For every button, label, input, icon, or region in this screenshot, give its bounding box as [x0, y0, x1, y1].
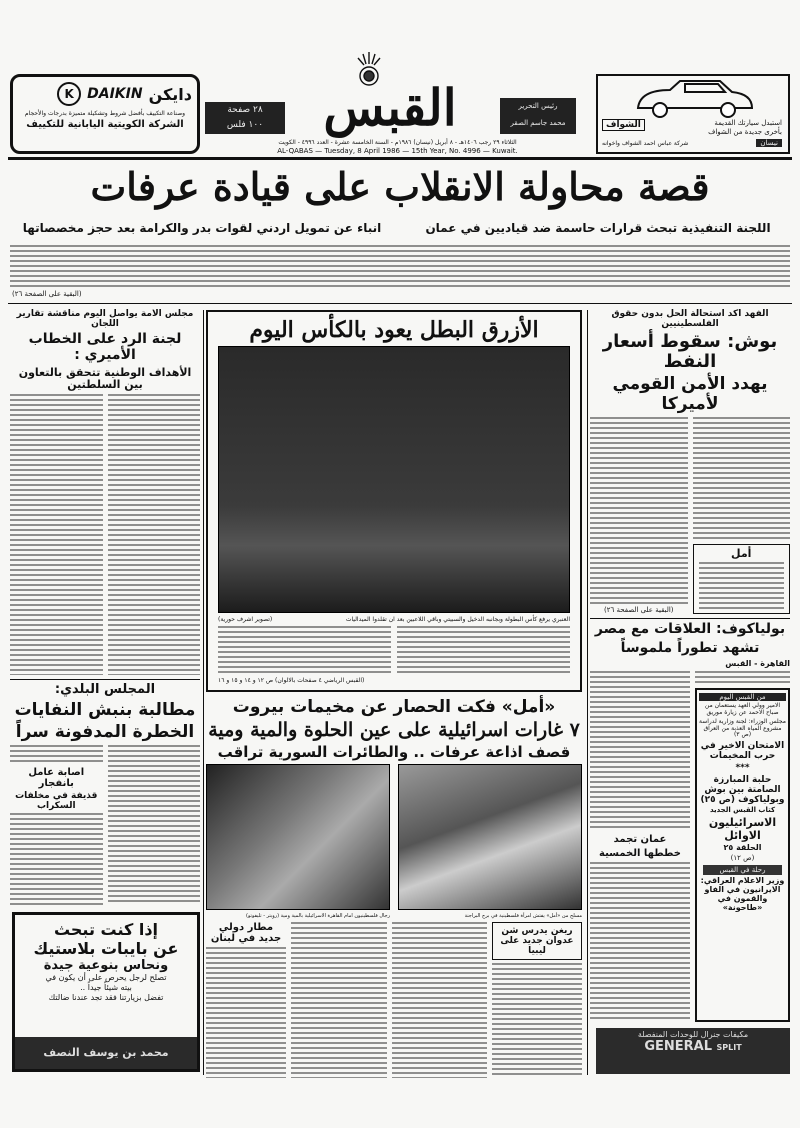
left-story-text-a [108, 394, 201, 675]
column-rule [203, 310, 204, 1075]
pipes-line4: تصلح لرجل يحرص على أن يكون في [45, 973, 167, 983]
poly-text-a [695, 671, 790, 685]
today-item[interactable]: الامير وولي العهد يستعمان من صباح الاحمد عن زيارة موريق [704, 702, 781, 717]
pipes-line3: ونحاس بنوعية جيدة [43, 957, 169, 973]
price: ١٠٠ فلس [226, 120, 264, 130]
pages-count: ٢٨ صفحة [227, 105, 263, 115]
left-column-upper [10, 309, 200, 675]
bush-text-a [693, 417, 791, 540]
bush-right-sub [693, 417, 791, 614]
caption-right: مسلح من «أمل» يفتش امرأة فلسطينية في برج البراجنة [464, 913, 582, 920]
today-item[interactable]: الاسرائيليون الاوائل [708, 816, 777, 842]
daikin-brand-ar: دايكن [148, 84, 192, 104]
general-ad [596, 1028, 790, 1074]
pipes-company: محمد بن يوسف النصف [15, 1037, 197, 1069]
poly-headline-2: تشهد تطوراً ملموساً [620, 639, 760, 656]
pipes-ad [12, 912, 200, 1072]
main-headline: قصة محاولة الانقلاب على قيادة عرفات [90, 164, 710, 209]
camps-text-a [291, 922, 387, 1078]
general-brand [596, 1039, 790, 1054]
camps-story [206, 698, 582, 1078]
left-story-text-b [10, 394, 103, 675]
rubble-photo [206, 764, 390, 910]
camps-text-row [206, 922, 582, 1078]
general-ad-line1: مكيفات جنرال للوحدات المنفصلة [637, 1030, 749, 1039]
nissan-badge: نيسان [756, 139, 782, 147]
photo-caption-row [218, 616, 570, 623]
pipes-line5: بيته شيئاً جيداً .. [80, 983, 132, 993]
today-item[interactable]: كتاب القبس الجديد [709, 806, 776, 815]
daikin-top-row [18, 80, 192, 108]
left-rule [10, 679, 200, 680]
car-ad-line2: بأخرى جديدة من الشواف [708, 128, 782, 136]
today-item: (ص ١٢) [730, 853, 755, 862]
today-item: الحلقة ٢٥ [723, 842, 762, 852]
sports-ref: (القبس الرياضي ٤ صفحات بالالوان) ص ١٢ و ١٤ و ١٥ و ١٦ [218, 677, 365, 684]
daikin-logo-icon: K [57, 82, 81, 106]
gunman-photo [398, 764, 582, 910]
pipes-line6: تفضل بزيارتنا فقد تجد عندنا ضالتك [48, 993, 164, 1003]
poly-text-b [590, 671, 690, 831]
masthead-rule [8, 157, 792, 160]
today-item[interactable]: مجلس الوزراء: لجنة وزارية لدراسة مشروع المياه العذبة من العراق (ص ٣) [698, 717, 786, 739]
baladi-columns [10, 745, 200, 905]
bush-continued: (البقية على الصفحة ٢٦) [603, 606, 674, 614]
editor-name: محمد جاسم الصقر [510, 119, 566, 127]
bush-headline-2: يهدد الأمن القومي لأميركا [612, 374, 768, 414]
car-ad [596, 74, 790, 154]
amal-box [693, 544, 791, 614]
amal-box-text [699, 562, 785, 610]
column-rule [587, 310, 588, 1075]
price-box [205, 102, 285, 134]
today-item[interactable]: الامتحان الاخير في حرب المخيمات [700, 740, 785, 762]
today-item[interactable]: حلبة المبارزة الصامتة بين بوش وبولياكوف (ص ٢٥) [700, 775, 785, 806]
oman-headline-2: خططها الخمسية [599, 848, 681, 860]
baladi-text-b [10, 745, 103, 765]
baladi-kicker: المجلس البلدي: [54, 682, 156, 697]
sports-text-b [218, 626, 391, 674]
blast-text [10, 813, 103, 905]
newspaper-logo: القبس [323, 78, 457, 137]
airport-headline: مطار دولي جديد في لبنان [210, 922, 282, 945]
bush-text-b [590, 417, 688, 604]
blast-headline-2: قذيفة في مخلفات السكراب [15, 790, 98, 812]
camps-text-b [392, 922, 488, 1078]
right-column-upper [590, 309, 790, 614]
camps-subhead: قصف اذاعة عرفات .. والطائرات السورية تراقب [217, 743, 571, 762]
bush-columns [590, 417, 790, 614]
reagan-text [492, 963, 582, 1078]
editor-title: رئيس التحرير [518, 102, 558, 110]
photo-row [206, 764, 582, 910]
today-second-title: رحلة في القبس [703, 865, 782, 875]
subhead-executive: اللجنة التنفيذية تبحث قرارات حاسمة ضد قياديين في عمان [425, 221, 771, 235]
subheads-row [8, 222, 792, 235]
car-ad-brand: الشواف [602, 119, 645, 131]
photo-feature-box [206, 310, 582, 692]
right-column-lower [590, 622, 790, 1022]
left-headline-2: الأهداف الوطنية تتحقق بالتعاون بين السلطتين [18, 365, 192, 391]
oman-headline-1: عمان تجمد [613, 833, 667, 845]
general-brand-name: GENERAL [644, 1039, 712, 1054]
trophy-photo [218, 346, 570, 613]
amal-box-title: أمل [731, 547, 752, 560]
caption-left: رجال فلسطينيون امام القاهرة الاسرائيلية بالمية ومية (رويتر - تليفوتو) [246, 913, 390, 920]
daikin-ad [10, 74, 200, 154]
right-rule [590, 618, 790, 619]
airport-story [206, 922, 286, 1078]
sports-text-row [218, 626, 570, 674]
blast-headline-1: اصابة عامل بانفجار [28, 766, 85, 789]
baladi-text-a [108, 745, 201, 905]
iraq-headline[interactable]: وزير الاعلام العراقي: الايرانيون في الفاو والقمون في «طاحونة» [700, 875, 785, 912]
photo-headline: الأزرق البطل يعود بالكأس اليوم [249, 317, 539, 343]
general-model: SPLIT [716, 1043, 742, 1052]
oman-text [590, 862, 690, 1022]
left-headline-1: لجنة الرد على الخطاب الأميري : [28, 331, 182, 363]
right-lower-right-sub [695, 671, 790, 1022]
bush-headline-1: بوش: سقوط أسعار النفط [602, 331, 778, 373]
editor-box [500, 98, 576, 134]
poly-dateline: القاهرة - القبس [725, 659, 790, 669]
right-lower-columns [590, 671, 790, 1022]
camps-headline: ٧ غارات اسرائيلية على عين الحلوة والمية ومية [208, 719, 580, 742]
lead-story-text [10, 245, 790, 287]
caption-row [206, 913, 582, 919]
reagan-headline: ريغن يدرس شن عدوان جديد على ليبيا [492, 922, 582, 960]
blast-story [10, 745, 103, 905]
today-box-title: من القبس اليوم [699, 693, 786, 701]
car-ad-line1: استبدل سيارتك القديمة [714, 119, 782, 127]
pipes-line1: إذا كنت تبحث [53, 920, 159, 939]
today-box [695, 688, 790, 1022]
right-kicker: الفهد اكد استحالة الحل بدون حقوق الفلسطينيين [611, 309, 769, 330]
baladi-headline-2: الخطرة المدفونة سراً [15, 721, 195, 742]
baladi-headline-1: مطالبة بنبش النفايات [14, 699, 196, 720]
car-icon [630, 78, 760, 122]
left-story-columns [10, 394, 200, 675]
lead-continued: (البقية على الصفحة ٢٦) [12, 290, 82, 298]
poly-headline-1: بولياكوف: العلاقات مع مصر [594, 621, 786, 637]
date-arabic: الثلاثاء ٢٩ رجب ١٤٠٦هـ - ٨ أبريل (نيسان) ١٩٨٦م - السنة الخامسة عشرة - العدد ٤٩٩٦ - الكويت [278, 139, 517, 146]
daikin-tagline: وصناعة التكييف بأفضل شروط وتشكيلة متميزة بدرجات والأحجام [24, 110, 186, 117]
sports-text-a [397, 626, 570, 674]
photo-credit: (تصوير اشرف حورية) [218, 616, 273, 623]
daikin-company: الشركة الكويتية اليابانية للتكييف [26, 119, 184, 130]
date-english: AL-QABAS — Tuesday, 8 April 1986 — 15th Year, No. 4996 — Kuwait. [277, 147, 518, 155]
today-item-separator: *** [735, 763, 750, 774]
pipes-line2: عن بايبات بلاستيك [33, 938, 179, 958]
car-ad-company: شركة عباس احمد الشواف واخوانه [602, 140, 689, 147]
subhead-jordan-funding: انباء عن تمويل اردني لقوات بدر والكرامة بعد حجز مخصصاتها [22, 221, 382, 235]
airport-text [206, 947, 286, 1078]
right-lower-left-sub [590, 671, 690, 1022]
bush-left-sub [590, 417, 688, 614]
reagan-story [492, 922, 582, 1078]
camps-kicker: «أمل» فكت الحصار عن مخيمات بيروت [232, 697, 556, 717]
photo-caption: العنبري يرفع كأس البطولة وبجانبه الدخيل والسبيتي وباقي اللاعبين بعد ان تقلدوا الميداليات [345, 616, 570, 623]
section-rule [8, 303, 792, 304]
left-column-baladi [10, 683, 200, 905]
daikin-brand-en: DAIKIN [87, 86, 143, 102]
left-kicker: مجلس الامة يواصل اليوم مناقشة تقارير اللجان [16, 309, 194, 330]
